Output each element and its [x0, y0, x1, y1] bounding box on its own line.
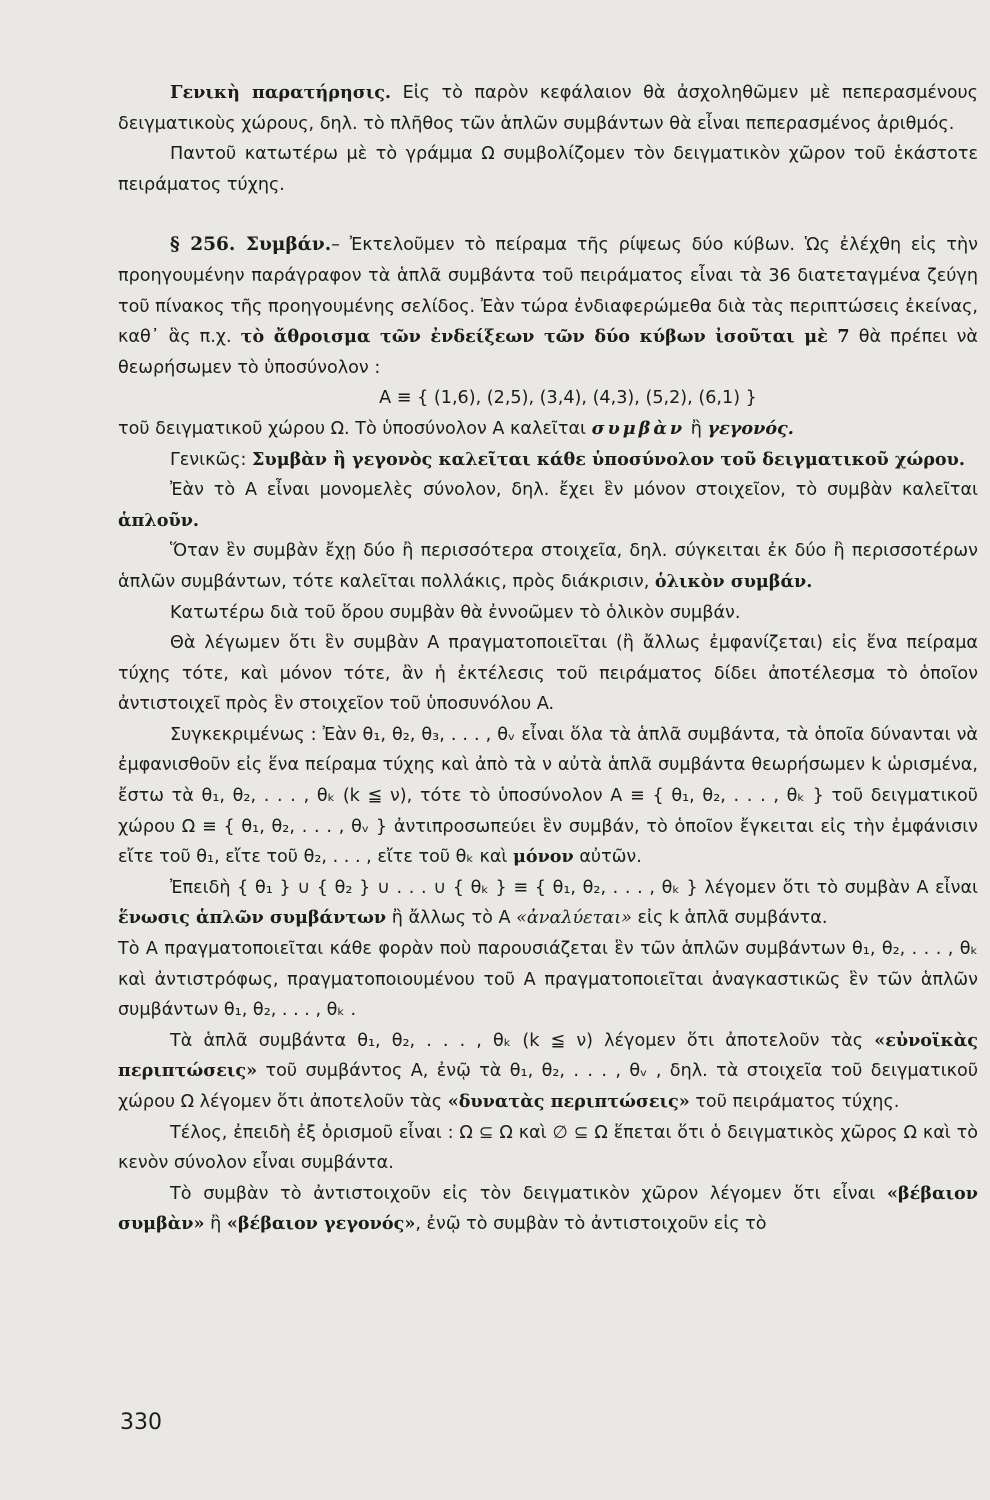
dice-sum-emphasis: τὸ ἄθροισμα τῶν ἐνδείξεων τῶν δύο κύβων ἰσοῦται μὲ 7: [240, 326, 850, 348]
event-term: συμβὰν: [591, 417, 686, 439]
section-intro-tail: θὰ πρέπει νὰ θεωρήσωμεν τὸ ὑποσύνολον :: [118, 327, 978, 378]
paragraph-favorable-cases: [118, 1026, 978, 1118]
favorable-middle: τοῦ συμβάντος A, ἐνῷ τὰ θ₁, θ₂, . . . , θᵥ , δηλ. τὰ στοιχεῖα τοῦ δειγματικοῦ χώρου Ω λέγομεν ὅτι ἀποτελοῦν τὰς: [118, 1061, 978, 1112]
union-tail: εἰς k ἁπλᾶ συμβάντα.: [631, 908, 828, 929]
union-or: ἢ ἄλλως τὸ A: [386, 908, 517, 929]
subset-formula: A ≡ { (1,6), (2,5), (3,4), (4,3), (5,2), (6,1) }: [379, 388, 757, 409]
event-definition: Συμβὰν ἢ γεγονὸς καλεῖται κάθε ὑποσύνολον τοῦ δειγματικοῦ χώρου.: [252, 448, 965, 470]
general-remark-text: Εἰς τὸ παρὸν κεφάλαιον θὰ ἀσχοληθῶμεν μὲ πεπερασμένους δειγματικοὺς χώρους, δηλ. τὸ πλῆθος τῶν ἁπλῶν συμβάντων θὰ εἶναι πεπερασμένος ἀριθμός.: [118, 83, 978, 134]
paragraph-union: [118, 873, 978, 934]
certain-text: Τὸ συμβὰν τὸ ἀντιστοιχοῦν εἰς τὸν δειγματικὸν χῶρον λέγομεν ὅτι εἶναι: [170, 1183, 887, 1204]
simple-event-term: ἁπλοῦν.: [118, 509, 200, 531]
paragraph-section-256: [118, 230, 978, 383]
certain-happening-term: «βέβαιον γεγονός»: [226, 1213, 416, 1235]
paragraph-specifically: [118, 720, 978, 873]
certain-or: ἢ: [204, 1214, 227, 1235]
section-intro-text: – Ἐκτελοῦμεν τὸ πείραμα τῆς ρίψεως δύο κύβων. Ὡς ἐλέχθη εἰς τὴν προηγουμένην παράγραφον τὰ ἁπλᾶ συμβάντα τοῦ πειράματος εἶναι τὰ 36 διατεταγμένα ζεύγη τοῦ πίνακος τῆς προηγουμένης σελίδος. Ἐὰν τώρα ἐνδιαφερώμεθα διὰ τὰς περιπτώσεις ἐκείνας, καθ᾽ ἃς π.χ.: [118, 235, 978, 348]
page-number: 330: [120, 1410, 162, 1435]
general-remark-heading: Γενικὴ παρατήρησις.: [170, 82, 392, 103]
specifically-tail: αὐτῶν.: [573, 847, 642, 868]
paragraph-general-remark: [118, 78, 978, 139]
event-name-text: τοῦ δειγματικοῦ χώρου Ω. Τὸ ὑποσύνολον A καλεῖται: [118, 418, 592, 439]
compound-event-term: ὁλικὸν συμβάν.: [654, 570, 813, 592]
simple-event-text: Ἐὰν τὸ A εἶναι μονομελὲς σύνολον, δηλ. ἔχει ἓν μόνον στοιχεῖον, τὸ συμβὰν καλεῖται: [170, 480, 978, 501]
body-text: [118, 78, 978, 1240]
paragraph-omega-notation: Παντοῦ κατωτέρω μὲ τὸ γράμμα Ω συμβολίζομεν τὸν δειγματικὸν χῶρον τοῦ ἑκάστοτε πειράματος τύχης.: [118, 144, 978, 195]
compound-event-text: Ὅταν ἓν συμβὰν ἔχῃ δύο ἢ περισσότερα στοιχεῖα, δηλ. σύγκειται ἐκ δύο ἢ περισσοτέρων ἁπλῶν συμβάντων, τότε καλεῖται πολλάκις, πρὸς διάκρισιν,: [118, 541, 978, 592]
certain-event-term: «βέβαιον συμβὰν»: [118, 1182, 978, 1235]
paragraph-term-usage: Κατωτέρω διὰ τοῦ ὅρου συμβὰν θὰ ἐννοῶμεν τὸ ὁλικὸν συμβάν.: [170, 602, 741, 623]
only-term: μόνον: [512, 846, 574, 868]
favorable-tail: τοῦ πειράματος τύχης.: [689, 1092, 900, 1112]
event-or: ἢ: [685, 418, 708, 439]
paragraph-compound-event: [118, 536, 978, 597]
union-term: ἕνωσις ἁπλῶν συμβάντων: [118, 907, 387, 929]
union-text: Ἐπειδὴ { θ₁ } ∪ { θ₂ } ∪ . . . ∪ { θₖ } ≡ { θ₁, θ₂, . . . , θₖ } λέγομεν ὅτι τὸ συμβὰν A εἶναι: [170, 877, 978, 898]
possible-cases-term: «δυνατὰς περιπτώσεις»: [447, 1091, 690, 1112]
favorable-text: Τὰ ἁπλᾶ συμβάντα θ₁, θ₂, . . . , θₖ (k ≦ ν) λέγομεν ὅτι ἀποτελοῦν τὰς: [170, 1030, 875, 1051]
paragraph-realization: Τὸ A πραγματοποιεῖται κάθε φορὰν ποὺ παρουσιάζεται ἓν τῶν ἁπλῶν συμβάντων θ₁, θ₂, . . . , θₖ καὶ ἀντιστρόφως, πραγματοποιουμένου τοῦ A πραγματοποιεῖται ἀναγκαστικῶς ἓν τῶν ἁπλῶν συμβάντων θ₁, θ₂, . . . , θₖ .: [118, 939, 978, 1021]
specifically-text: Συγκεκριμένως : Ἐὰν θ₁, θ₂, θ₃, . . . , θᵥ εἶναι ὅλα τὰ ἁπλᾶ συμβάντα, τὰ ὁποῖα δύνανται νὰ ἐμφανισθοῦν εἰς ἕνα πείραμα τύχης καὶ ἀπὸ τὰ ν αὐτὰ ἁπλᾶ συμβάντα θεωρήσωμεν k ὡρισμένα, ἔστω τὰ θ₁, θ₂, . . . , θₖ (k ≦ ν), τότε τὸ ὑποσύνολον A ≡ { θ₁, θ₂, . . . , θₖ } τοῦ δειγματικοῦ χώρου Ω ≡ { θ₁, θ₂, . . . , θᵥ } ἀντιπροσωπεύει ἓν συμβάν, τὸ ὁποῖον ἔγκειται εἰς τὴν ἐμφάνισιν εἴτε τοῦ θ₁, εἴτε τοῦ θ₂, . . . , εἴτε τοῦ θₖ καὶ: [118, 724, 978, 868]
paragraph-occurrence: Θὰ λέγωμεν ὅτι ἓν συμβὰν A πραγματοποιεῖται (ἢ ἄλλως ἐμφανίζεται) εἰς ἕνα πείραμα τύχης τότε, καὶ μόνον τότε, ἂν ἡ ἐκτέλεσις τοῦ πειράματος δίδει ἀποτέλεσμα τὸ ὁποῖον ἀντιστοιχεῖ πρὸς ἓν στοιχεῖον τοῦ ὑποσυνόλου A.: [118, 633, 978, 715]
decomposes-term: «ἀναλύεται»: [516, 908, 632, 929]
paragraph-simple-event: [118, 475, 978, 536]
paragraph-certain-event: [118, 1179, 978, 1240]
happening-term: γεγονός.: [707, 417, 794, 439]
section-heading: § 256. Συμβάν.: [170, 234, 332, 256]
paragraph-definition: [118, 445, 978, 476]
definition-lead: Γενικῶς:: [170, 449, 253, 470]
favorable-cases-term: «εὐνοϊκὰς περιπτώσεις»: [118, 1029, 978, 1082]
paragraph-event-name: [118, 414, 978, 445]
paragraph-finally: Τέλος, ἐπειδὴ ἐξ ὁρισμοῦ εἶναι : Ω ⊆ Ω καὶ ∅ ⊆ Ω ἕπεται ὅτι ὁ δειγματικὸς χῶρος Ω καὶ τὸ κενὸν σύνολον εἶναι συμβάντα.: [118, 1122, 978, 1174]
certain-tail: , ἐνῷ τὸ συμβὰν τὸ ἀντιστοιχοῦν εἰς τὸ: [415, 1214, 767, 1235]
